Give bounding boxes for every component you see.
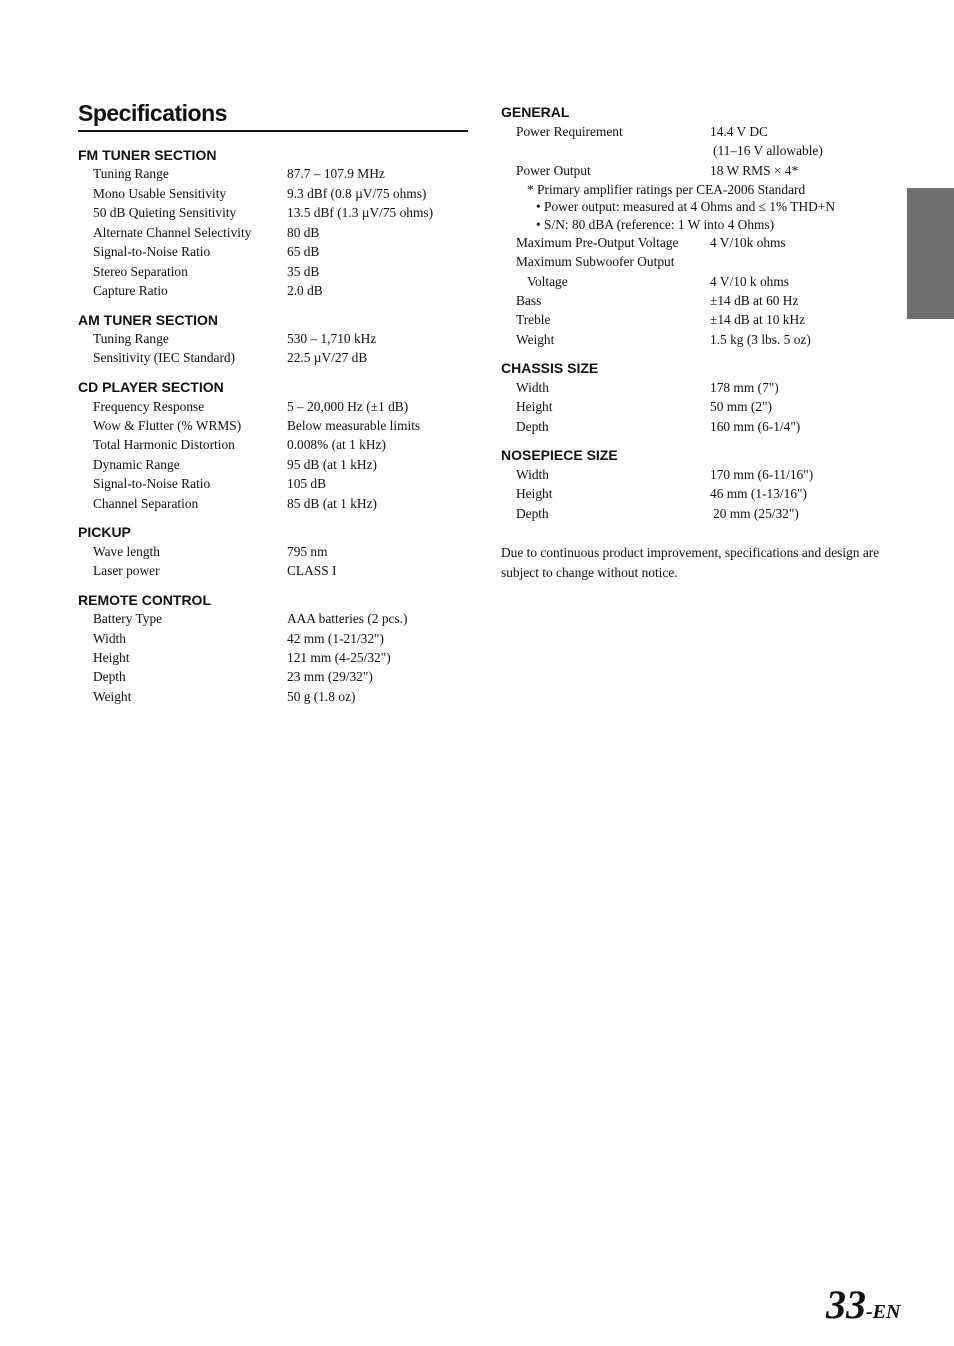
spec-value: 95 dB (at 1 kHz): [287, 457, 377, 472]
spec-value: 160 mm (6-1/4"): [710, 419, 801, 434]
spec-value: 80 dB: [287, 225, 320, 240]
spec-label: Alternate Channel Selectivity: [93, 225, 252, 240]
fm-tuner-heading: FM TUNER SECTION: [78, 147, 217, 163]
spec-label: Width: [516, 380, 549, 395]
spec-value: 85 dB (at 1 kHz): [287, 496, 377, 511]
remote-control-heading: REMOTE CONTROL: [78, 592, 211, 608]
spec-label: Battery Type: [93, 611, 163, 626]
spec-label: Capture Ratio: [93, 283, 168, 298]
spec-label: Weight: [93, 689, 132, 704]
spec-label: Channel Separation: [93, 496, 199, 511]
spec-value: 9.3 dBf (0.8 µV/75 ohms): [287, 186, 427, 201]
spec-label: Signal-to-Noise Ratio: [93, 476, 211, 491]
spec-value: CLASS I: [287, 563, 337, 578]
page-number: [826, 1280, 900, 1337]
page-title: Specifications: [78, 98, 468, 132]
spec-label: Stereo Separation: [93, 264, 188, 279]
spec-label: Maximum Pre-Output Voltage: [516, 235, 679, 250]
spec-value: 170 mm (6-11/16"): [710, 467, 814, 482]
spec-label: Power Requirement: [516, 124, 623, 139]
spec-value: 178 mm (7"): [710, 380, 779, 395]
am-tuner-heading: AM TUNER SECTION: [78, 312, 218, 328]
spec-label: Voltage: [527, 274, 568, 289]
spec-value: 14.4 V DC: [710, 124, 768, 139]
spec-label: Height: [93, 650, 130, 665]
spec-value: 46 mm (1-13/16"): [710, 486, 807, 501]
spec-value: 105 dB: [287, 476, 327, 491]
spec-value: Below measurable limits: [287, 418, 421, 433]
spec-value: 50 mm (2"): [710, 399, 772, 414]
spec-value-continued: (11–16 V allowable): [713, 143, 823, 158]
spec-value: 2.0 dB: [287, 283, 323, 298]
spec-label: Mono Usable Sensitivity: [93, 186, 227, 201]
cd-player-heading: CD PLAYER SECTION: [78, 379, 224, 395]
spec-label: Depth: [93, 669, 126, 684]
spec-value: 0.008% (at 1 kHz): [287, 437, 386, 452]
spec-label: Power Output: [516, 163, 591, 178]
page-number-suffix: -EN: [866, 1301, 901, 1323]
spec-value: ±14 dB at 60 Hz: [710, 293, 799, 308]
spec-label: Height: [516, 399, 553, 414]
spec-value: 22.5 µV/27 dB: [287, 350, 368, 365]
spec-value: 23 mm (29/32"): [287, 669, 373, 684]
spec-label: Laser power: [93, 563, 160, 578]
side-thumb-tab: [907, 188, 954, 319]
spec-label: Frequency Response: [93, 399, 205, 414]
spec-label: Bass: [516, 293, 542, 308]
spec-label: Wow & Flutter (% WRMS): [93, 418, 242, 433]
spec-value: 35 dB: [287, 264, 320, 279]
spec-label: Treble: [516, 312, 551, 327]
spec-value: 795 nm: [287, 544, 328, 559]
spec-value: 1.5 kg (3 lbs. 5 oz): [710, 332, 811, 347]
spec-label: Weight: [516, 332, 555, 347]
spec-value: 42 mm (1-21/32"): [287, 631, 384, 646]
footnote: * Primary amplifier ratings per CEA-2006 Standard: [527, 182, 806, 197]
spec-label: Signal-to-Noise Ratio: [93, 244, 211, 259]
spec-label: Maximum Subwoofer Output: [516, 254, 675, 269]
spec-label: Wave length: [93, 544, 160, 559]
pickup-heading: PICKUP: [78, 524, 131, 540]
spec-value: 65 dB: [287, 244, 320, 259]
general-heading: GENERAL: [501, 104, 570, 120]
spec-value: 121 mm (4-25/32"): [287, 650, 391, 665]
spec-value: 13.5 dBf (1.3 µV/75 ohms): [287, 205, 434, 220]
spec-label: Sensitivity (IEC Standard): [93, 350, 236, 365]
spec-label: Width: [93, 631, 126, 646]
spec-label: Height: [516, 486, 553, 501]
spec-value: 20 mm (25/32"): [713, 506, 799, 521]
spec-value: 4 V/10 k ohms: [710, 274, 789, 289]
spec-label: Tuning Range: [93, 331, 169, 346]
spec-value: 530 – 1,710 kHz: [287, 331, 377, 346]
spec-value: 87.7 – 107.9 MHz: [287, 166, 385, 181]
spec-value: 4 V/10k ohms: [710, 235, 786, 250]
spec-label: Depth: [516, 506, 549, 521]
spec-label: Tuning Range: [93, 166, 169, 181]
spec-label: Dynamic Range: [93, 457, 180, 472]
spec-value: 18 W RMS × 4*: [710, 163, 799, 178]
spec-label: 50 dB Quieting Sensitivity: [93, 205, 237, 220]
page-number-digits: 33: [826, 1282, 866, 1327]
footnote-bullet: • S/N: 80 dBA (reference: 1 W into 4 Ohms): [536, 217, 775, 232]
spec-value: ±14 dB at 10 kHz: [710, 312, 806, 327]
chassis-size-heading: CHASSIS SIZE: [501, 360, 599, 376]
change-notice: Due to continuous product improvement, specifications and design are subject to change without notice.: [501, 545, 880, 580]
footnote-bullet: • Power output: measured at 4 Ohms and ≤ 1% THD+N: [536, 199, 836, 214]
spec-value: 5 – 20,000 Hz (±1 dB): [287, 399, 409, 414]
spec-value: 50 g (1.8 oz): [287, 689, 356, 704]
spec-value: AAA batteries (2 pcs.): [287, 611, 408, 626]
nosepiece-size-heading: NOSEPIECE SIZE: [501, 447, 618, 463]
spec-label: Width: [516, 467, 549, 482]
spec-label: Depth: [516, 419, 549, 434]
spec-label: Total Harmonic Distortion: [93, 437, 235, 452]
